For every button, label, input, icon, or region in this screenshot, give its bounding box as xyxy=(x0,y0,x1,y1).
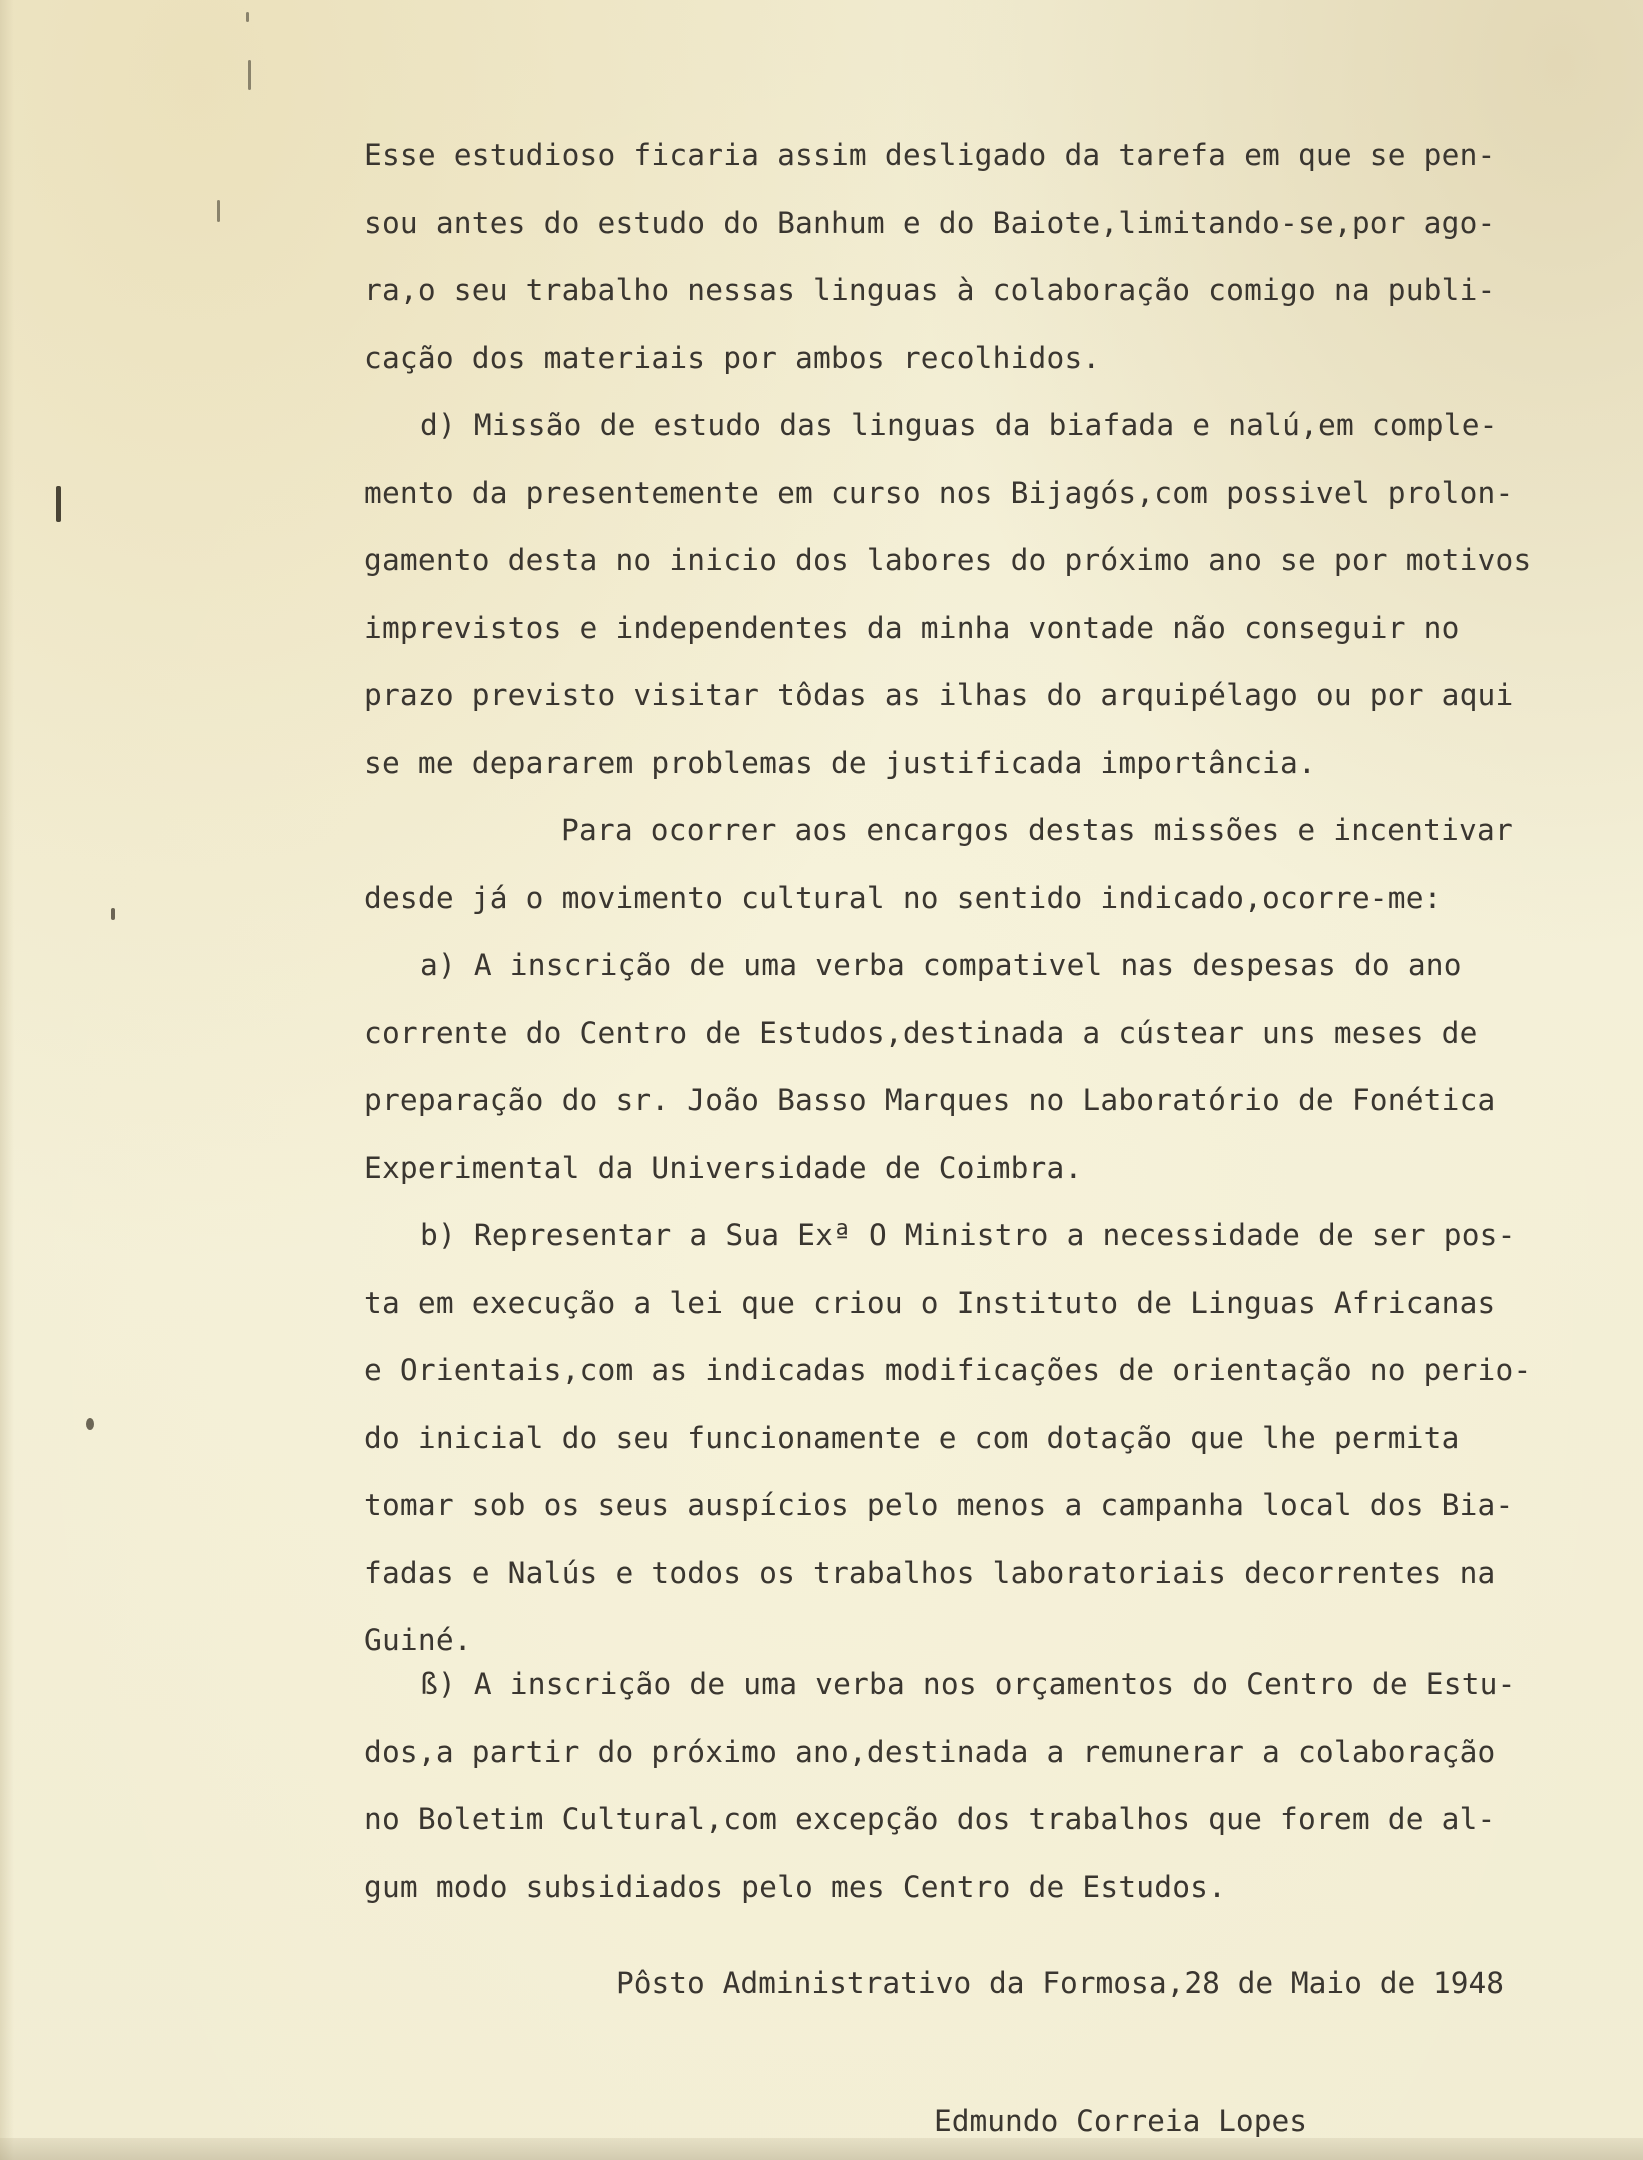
text-line: d) Missão de estudo das linguas da biafada e nalú,em comple- xyxy=(420,408,1498,442)
text-line: desde já o movimento cultural no sentido indicado,ocorre-me: xyxy=(364,880,1442,915)
place-and-date: Pôsto Administrativo da Formosa,28 de Maio de 1948 xyxy=(616,1966,1505,2000)
text-line: Esse estudioso ficaria assim desligado da tarefa em que se pen- xyxy=(364,138,1496,172)
text-line: dos,a partir do próximo ano,destinada a remunerar a colaboração xyxy=(364,1734,1496,1769)
text-line: prazo previsto visitar tôdas as ilhas do arquipélago ou por aqui xyxy=(364,678,1514,712)
text-line: se me depararem problemas de justificada importância. xyxy=(364,745,1316,780)
text-line: mento da presentemente em curso nos Bijagós,com possivel prolon- xyxy=(364,475,1514,510)
text-line: preparação do sr. João Basso Marques no Laboratório de Fonética xyxy=(364,1083,1496,1117)
text-line: corrente do Centro de Estudos,destinada a cústear uns meses de xyxy=(364,1015,1478,1050)
text-line: imprevistos e independentes da minha vontade não conseguir no xyxy=(364,610,1460,645)
text-line: fadas e Nalús e todos os trabalhos laboratoriais decorrentes na xyxy=(364,1555,1496,1590)
text-line: tomar sob os seus auspícios pelo menos a campanha local dos Bia- xyxy=(364,1488,1514,1522)
text-line: Experimental da Universidade de Coimbra. xyxy=(364,1150,1083,1185)
text-line: ß) A inscrição de uma verba nos orçamentos do Centro de Estu- xyxy=(420,1667,1516,1701)
text-line: Para ocorrer aos encargos destas missões e incentivar xyxy=(561,813,1513,847)
margin-mark xyxy=(86,1418,94,1430)
margin-mark xyxy=(111,908,115,920)
text-line: ra,o seu trabalho nessas linguas à colaboração comigo na publi- xyxy=(364,273,1496,307)
margin-mark xyxy=(248,60,251,90)
text-line: e Orientais,com as indicadas modificações de orientação no perio- xyxy=(364,1353,1532,1387)
text-line: sou antes do estudo do Banhum e do Baiote,limitando-se,por ago- xyxy=(364,205,1496,240)
text-line: do inicial do seu funcionamente e com dotação que lhe permita xyxy=(364,1420,1460,1455)
text-line: no Boletim Cultural,com excepção dos trabalhos que forem de al- xyxy=(364,1802,1496,1836)
paper-bottom-fold xyxy=(0,2138,1643,2160)
text-line: gum modo subsidiados pelo mes Centro de Estudos. xyxy=(364,1869,1227,1904)
text-line: cação dos materiais por ambos recolhidos. xyxy=(364,340,1101,375)
letter-body xyxy=(364,122,1624,1921)
text-line: b) Representar a Sua Exª O Ministro a necessidade de ser pos- xyxy=(420,1218,1516,1252)
text-line: Guiné. xyxy=(364,1623,472,1657)
margin-mark xyxy=(217,200,220,222)
text-line: gamento desta no inicio dos labores do próximo ano se por motivos xyxy=(364,543,1532,577)
margin-mark xyxy=(246,12,249,22)
text-line: a) A inscrição de uma verba compativel nas despesas do ano xyxy=(420,948,1462,982)
text-line: ta em execução a lei que criou o Instituto de Linguas Africanas xyxy=(364,1285,1496,1320)
margin-mark xyxy=(56,486,61,522)
paper-left-edge xyxy=(0,0,14,2160)
signature-name: Edmundo Correia Lopes xyxy=(934,2104,1307,2138)
